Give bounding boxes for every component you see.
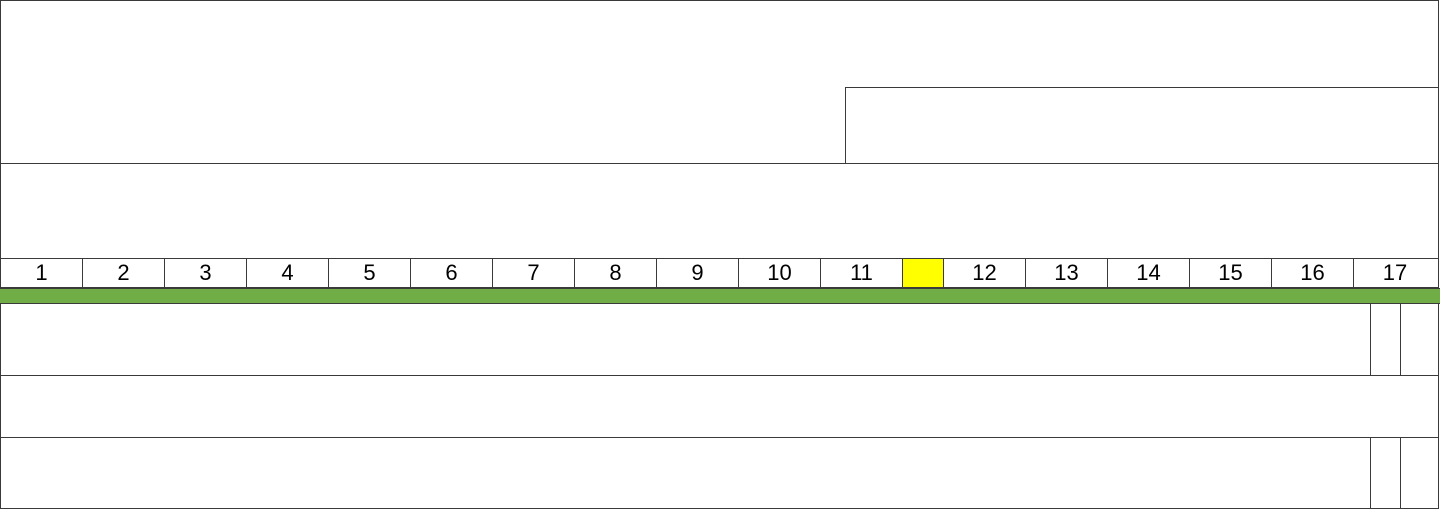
number-cell: 7 bbox=[493, 259, 575, 287]
lower-panel-3 bbox=[0, 437, 1439, 509]
number-cell: 9 bbox=[657, 259, 739, 287]
number-cell: 1 bbox=[1, 259, 83, 287]
top-right-panel bbox=[845, 87, 1439, 164]
number-row bbox=[0, 258, 1439, 288]
small-column-marker-upper bbox=[1370, 304, 1401, 375]
number-cell: 13 bbox=[1026, 259, 1108, 287]
number-cell: 16 bbox=[1272, 259, 1354, 287]
number-cell: 5 bbox=[329, 259, 411, 287]
number-cell: 15 bbox=[1190, 259, 1272, 287]
number-cell: 12 bbox=[944, 259, 1026, 287]
number-cell: 10 bbox=[739, 259, 821, 287]
number-cell: 17 bbox=[1382, 260, 1408, 285]
number-cell: 4 bbox=[247, 259, 329, 287]
number-cell: 14 bbox=[1108, 259, 1190, 287]
number-cell: 2 bbox=[83, 259, 165, 287]
lower-panel-1 bbox=[0, 303, 1439, 376]
number-cell: 11 bbox=[821, 259, 903, 287]
number-cell: 6 bbox=[411, 259, 493, 287]
middle-panel bbox=[0, 163, 1439, 259]
number-cell: 3 bbox=[165, 259, 247, 287]
lower-panel-2 bbox=[0, 375, 1439, 438]
small-column-marker-lower bbox=[1370, 438, 1401, 509]
highlighted-cell bbox=[903, 259, 944, 287]
green-bar bbox=[0, 288, 1440, 304]
number-cell: 8 bbox=[575, 259, 657, 287]
